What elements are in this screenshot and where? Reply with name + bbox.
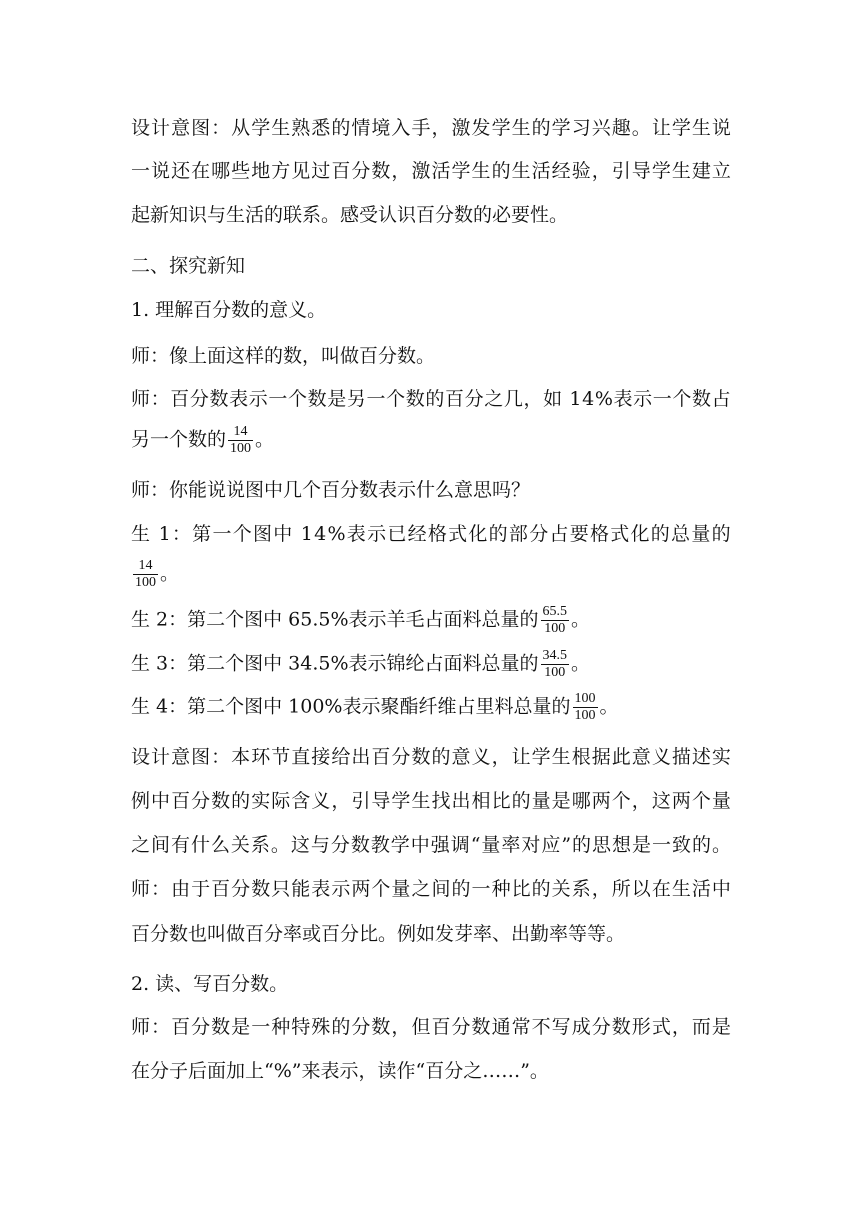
fraction-denominator: 100	[574, 708, 596, 723]
paragraph-line-with-fraction	[131, 691, 731, 724]
fraction-numerator: 14	[233, 424, 248, 439]
paragraph-line: 师：像上面这样的数，叫做百分数。	[131, 345, 436, 367]
fraction-denominator: 100	[544, 621, 566, 636]
period: 。	[571, 608, 591, 631]
paragraph-line: 师 ： 百 分 数 是 一 种 特 殊 的 分 数 ， 但 百 分 数 通 常 不 写 成 分 数 形 式 ， 而 是	[131, 1016, 731, 1038]
paragraph-line: 之 间 有 什 么 关 系 。 这 与 分 数 教 学 中 强 调 “ 量 率 对 应 ” 的 思 想 是 一 致 的 。	[131, 834, 731, 856]
paragraph-line-with-fraction	[131, 648, 731, 681]
text-segment: 生 2：第二个图中 65.5%表示羊毛占面料总量的	[131, 608, 539, 631]
fraction-numerator: 14	[138, 558, 153, 573]
fraction-65-5-100	[541, 604, 570, 637]
paragraph-line: 师 ： 百 分 数 表 示 一 个 数 是 另 一 个 数 的 百 分 之 几 ， 如 1 4 % 表 示 一 个 数 占	[131, 388, 731, 410]
paragraph-line: 在分子后面加上“%”来表示，读作“百分之……”。	[131, 1060, 549, 1082]
paragraph-line: 设 计 意 图 ： 本 环 节 直 接 给 出 百 分 数 的 意 义 ， 让 学 生 根 据 此 意 义 描 述 实	[131, 746, 731, 768]
paragraph-line: 师：你能说说图中几个百分数表示什么意思吗？	[131, 479, 531, 501]
section-heading: 二、探究新知	[131, 255, 246, 277]
paragraph-line-with-fraction	[131, 604, 731, 637]
period: 。	[599, 695, 619, 718]
fraction-denominator: 100	[135, 575, 156, 590]
paragraph-line-with-fraction	[131, 424, 731, 457]
paragraph-line: 百分数也叫做百分率或百分比。例如发芽率、出勤率等等。	[131, 923, 626, 945]
paragraph-line: 起新知识与生活的联系。感受认识百分数的必要性。	[131, 204, 569, 226]
fraction-34-5-100	[541, 648, 570, 681]
period: 。	[571, 652, 591, 675]
text-segment: 另一个数的	[131, 428, 227, 451]
fraction-denominator: 100	[230, 441, 252, 456]
fraction-numerator: 34.5	[542, 648, 568, 663]
period: 。	[255, 428, 275, 451]
paragraph-line: 例 中 百 分 数 的 实 际 含 义 ， 引 导 学 生 找 出 相 比 的 量 是 哪 两 个 ， 这 两 个 量	[131, 790, 731, 812]
paragraph-line: 师 ： 由 于 百 分 数 只 能 表 示 两 个 量 之 间 的 一 种 比 的 关 系 ， 所 以 在 生 活 中	[131, 878, 731, 900]
paragraph-line: 一 说 还 在 哪 些 地 方 见 过 百 分 数 ， 激 活 学 生 的 生 活 经 验 ， 引 导 学 生 建 立	[131, 160, 731, 182]
subsection-heading: 2. 读、写百分数。	[131, 973, 289, 995]
fraction-denominator: 100	[544, 665, 566, 680]
paragraph-line: 生 1 ： 第 一 个 图 中 1 4 % 表 示 已 经 格 式 化 的 部 分 占 要 格 式 化 的 总 量 的	[131, 523, 731, 545]
subsection-heading: 1. 理解百分数的意义。	[131, 299, 327, 321]
paragraph-line: 设 计 意 图 ： 从 学 生 熟 悉 的 情 境 入 手 ， 激 发 学 生 的 学 习 兴 趣 。 让 学 生 说	[131, 117, 731, 139]
fraction-numerator: 100	[574, 691, 596, 706]
paragraph-line-with-fraction	[131, 558, 731, 591]
fraction-14-100	[133, 558, 158, 591]
text-segment: 生 4：第二个图中 100%表示聚酯纤维占里料总量的	[131, 695, 571, 718]
text-segment: 生 3：第二个图中 34.5%表示锦纶占面料总量的	[131, 652, 539, 675]
fraction-numerator: 65.5	[542, 604, 568, 619]
period: 。	[160, 562, 180, 585]
fraction-14-100	[228, 424, 253, 457]
fraction-100-100	[573, 691, 598, 724]
